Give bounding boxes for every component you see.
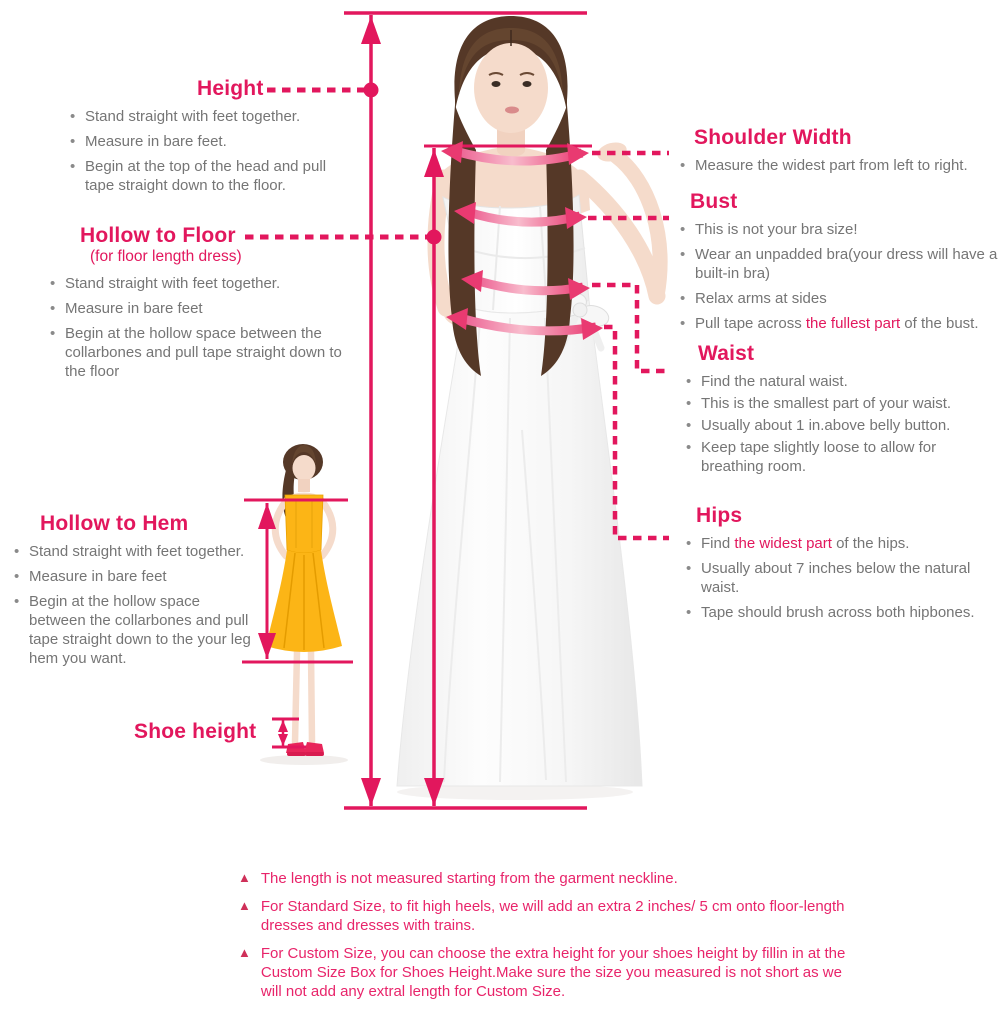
- waist-title: Waist: [698, 342, 755, 365]
- warning-triangle-icon: ▲: [238, 898, 251, 913]
- shoulder-width-section: [678, 127, 1000, 181]
- note-item: [238, 869, 850, 888]
- list-item: • Measure in bare feet: [48, 299, 366, 318]
- list-item: • Begin at the hollow space between the collarbones and pull tape straight down to the floor: [48, 324, 366, 381]
- shoulder-width-instructions: [678, 156, 1000, 175]
- footer-notes: [238, 869, 850, 1010]
- bust-section: [678, 191, 1000, 339]
- hips-section: [684, 505, 1000, 628]
- hollow-to-hem-section: [12, 513, 254, 674]
- list-item: • This is not your bra size!: [678, 220, 1000, 239]
- list-item: • Stand straight with feet together.: [12, 542, 254, 561]
- list-item: • This is the smallest part of your waist.: [684, 394, 1000, 413]
- waist-section: [684, 343, 1000, 479]
- list-item: • Pull tape across the fullest part of the bust.: [678, 314, 1000, 333]
- hollow-to-floor-subtitle: (for floor length dress): [90, 248, 242, 265]
- bust-title: Bust: [690, 190, 738, 213]
- warning-triangle-icon: ▲: [238, 870, 251, 885]
- height-instructions: [55, 107, 355, 195]
- bust-instructions: [678, 220, 1000, 333]
- list-item: • Wear an unpadded bra(your dress will have a built-in bra): [678, 245, 1000, 283]
- note-text: The length is not measured starting from the garment neckline.: [260, 870, 678, 887]
- height-top-arrow: [361, 16, 381, 44]
- list-item: • Find the widest part of the hips.: [684, 534, 1000, 553]
- hollow-leader-dot: [427, 230, 442, 245]
- shoulder-width-title: Shoulder Width: [694, 126, 852, 149]
- list-item: • Begin at the hollow space between the collarbones and pull tape straight down to the your leg hem you want.: [12, 592, 254, 668]
- hem-top-arrow: [258, 503, 276, 529]
- list-item: • Keep tape slightly loose to allow for breathing room.: [684, 438, 1000, 476]
- highlighted-text: the fullest part: [805, 315, 901, 332]
- list-item: • Relax arms at sides: [678, 289, 1000, 308]
- highlighted-text: the widest part: [734, 535, 832, 552]
- shoe-height-title: Shoe height: [134, 720, 257, 743]
- list-item: • Stand straight with feet together.: [68, 107, 355, 126]
- note-item: [238, 897, 850, 935]
- height-bottom-arrow: [361, 778, 381, 806]
- hollow-to-floor-instructions: [48, 274, 366, 381]
- waist-instructions: [684, 372, 1000, 476]
- list-item: • Stand straight with feet together.: [48, 274, 366, 293]
- hollow-to-hem-instructions: [12, 542, 254, 668]
- small-model-photo: [260, 444, 348, 765]
- hollow-to-hem-title: Hollow to Hem: [40, 512, 189, 535]
- main-model-photo: [397, 16, 660, 800]
- list-item: • Begin at the top of the head and pull tape straight down to the floor.: [68, 157, 355, 195]
- hollow-top-arrow: [424, 149, 444, 177]
- warning-triangle-icon: ▲: [238, 945, 251, 960]
- height-section: [55, 78, 355, 201]
- list-item: • Measure in bare feet: [12, 567, 254, 586]
- height-title: Height: [197, 77, 264, 100]
- height-leader-dot: [364, 83, 379, 98]
- list-item: • Tape should brush across both hipbones.: [684, 603, 1000, 622]
- hips-title: Hips: [696, 504, 743, 527]
- list-item: • Usually about 1 in.above belly button.: [684, 416, 1000, 435]
- hollow-to-floor-title: Hollow to Floor: [80, 224, 236, 247]
- hollow-to-floor-section: [48, 225, 366, 387]
- list-item: • Measure in bare feet.: [68, 132, 355, 151]
- list-item: • Find the natural waist.: [684, 372, 1000, 391]
- note-item: [238, 944, 850, 1001]
- shoe-height-section: [134, 721, 256, 743]
- note-text: For Custom Size, you can choose the extra height for your shoes height by fillin in at the Custom Size Box for Shoes Height.Make sure the size you measured is not short as we will not add any extral length for Custom Size.: [260, 945, 846, 1000]
- note-text: For Standard Size, to fit high heels, we will add an extra 2 inches/ 5 cm onto floor-length dresses and dresses with trains.: [260, 898, 845, 934]
- small-model-shoes: [286, 742, 324, 756]
- list-item: • Usually about 7 inches below the natural waist.: [684, 559, 1000, 597]
- main-model-face: [474, 43, 548, 133]
- hips-instructions: [684, 534, 1000, 622]
- list-item: • Measure the widest part from left to right.: [678, 156, 1000, 175]
